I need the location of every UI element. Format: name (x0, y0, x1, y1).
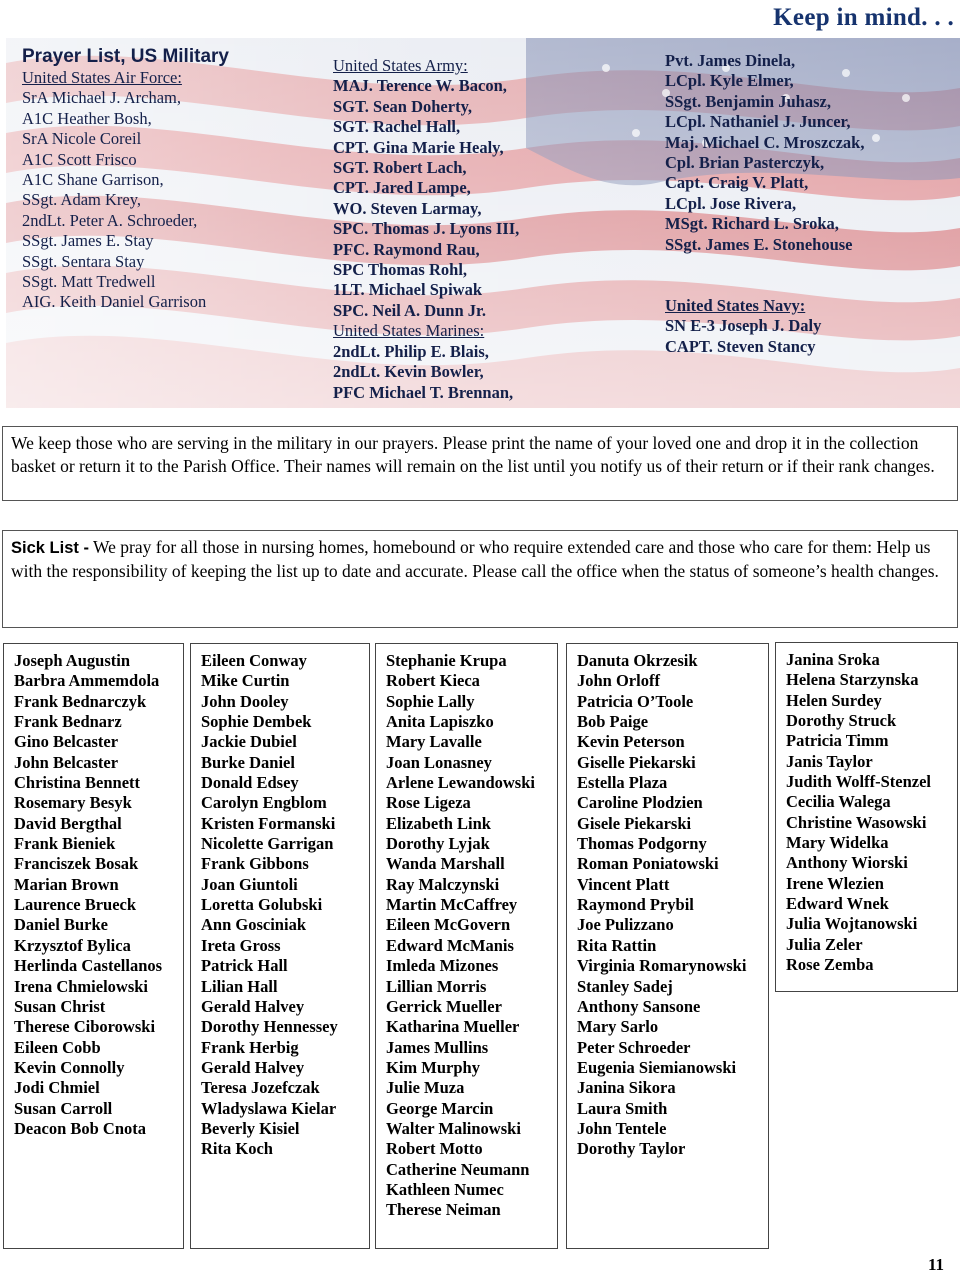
sick-list-name: David Bergthal (14, 813, 122, 833)
sick-list-name: Gisele Piekarski (577, 813, 692, 833)
sick-list-name: Beverly Kisiel (201, 1118, 300, 1138)
service-member-name: SN E-3 Joseph J. Daly (665, 316, 822, 336)
sick-list-name: Therese Neiman (386, 1200, 501, 1220)
sick-list-name: Raymond Prybil (577, 895, 694, 915)
service-member-name: CPT. Gina Marie Healy, (333, 137, 504, 157)
service-member-name: SPC. Neil A. Dunn Jr. (333, 300, 486, 320)
sick-list-name: Wanda Marshall (386, 854, 505, 874)
sick-list-name: Lilian Hall (201, 976, 278, 996)
sick-list-name: Mary Widelka (786, 833, 889, 853)
sick-list-name: Patricia O’Toole (577, 691, 694, 711)
sick-list-name: Julia Wojtanowski (786, 914, 918, 934)
sick-list-name: Thomas Podgorny (577, 834, 707, 854)
service-member-name: MAJ. Terence W. Bacon, (333, 76, 507, 96)
sick-list-name: Giselle Piekarski (577, 752, 696, 772)
sick-list-name: Eileen McGovern (386, 915, 511, 935)
service-member-name: PFC. Raymond Rau, (333, 239, 480, 259)
keep-in-mind-title: Keep in mind. . . (773, 4, 954, 31)
sick-list-name: Nicolette Garrigan (201, 834, 334, 854)
service-member-name: Capt. Craig V. Platt, (665, 173, 809, 193)
sick-list-name: Rose Ligeza (386, 793, 471, 813)
sick-list-name: Imleda Mizones (386, 956, 499, 976)
service-member-name: SPC. Thomas J. Lyons III, (333, 219, 520, 239)
sick-list-name: Christina Bennett (14, 773, 141, 793)
sick-list-name: Janina Sroka (786, 650, 880, 669)
sick-list-name: Frank Herbig (201, 1037, 299, 1057)
branch-heading-marines: United States Marines: (333, 321, 485, 341)
service-member-name: A1C Scott Frisco (22, 149, 137, 169)
sick-list-name: John Belcaster (14, 752, 119, 772)
marines-navy-column (665, 51, 864, 357)
sick-list-name: Virginia Romarynowski (577, 956, 747, 976)
sick-list-name: Irene Wlezien (786, 873, 884, 893)
sick-list-column-4 (566, 643, 769, 1249)
sick-list-name: Irena Chmielowski (14, 976, 148, 996)
sick-list-name: Dorothy Lyjak (386, 834, 490, 854)
sick-list-name: Katharina Mueller (386, 1017, 520, 1037)
sick-list-name: Marian Brown (14, 874, 119, 894)
sick-list-column-3 (375, 643, 558, 1249)
sick-list-name: Ireta Gross (201, 935, 281, 955)
sick-list-name: Daniel Burke (14, 915, 108, 935)
sick-list-name: Anthony Sansone (577, 996, 701, 1016)
service-member-name: MSgt. Richard L. Sroka, (665, 214, 839, 234)
sick-list-name: Helena Starzynska (786, 670, 919, 690)
sick-list-name: Lillian Morris (386, 976, 487, 996)
sick-list-name: Herlinda Castellanos (14, 956, 163, 976)
sick-list-name: Robert Motto (386, 1139, 483, 1159)
service-member-name: 1LT. Michael Spiwak (333, 280, 482, 300)
sick-list-name: Joe Pulizzano (577, 915, 674, 935)
sick-list-name: Walter Malinowski (386, 1118, 521, 1138)
service-member-name: Cpl. Brian Pasterczyk, (665, 153, 825, 173)
service-member-name: CAPT. Steven Stancy (665, 336, 816, 356)
sick-list-name: Stephanie Krupa (386, 651, 507, 670)
sick-list-name: Rose Zemba (786, 955, 874, 975)
sick-list-name: Joan Lonasney (386, 752, 492, 772)
service-member-name: Maj. Michael C. Mroszczak, (665, 132, 865, 152)
sick-list-name: Elizabeth Link (386, 813, 491, 833)
service-member-name: SrA Michael J. Archam, (22, 88, 182, 108)
service-member-name: SSgt. Adam Krey, (22, 190, 142, 210)
sick-list-name: Jackie Dubiel (201, 732, 297, 752)
sick-list-name: Caroline Plodzien (577, 793, 703, 813)
sick-list-name: Gerrick Mueller (386, 996, 502, 1016)
sick-list-name: Patricia Timm (786, 731, 889, 751)
service-member-name: 2ndLt. Philip E. Blais, (333, 341, 489, 361)
sick-list-name: Gerald Halvey (201, 996, 305, 1016)
sick-list-name: Frank Gibbons (201, 854, 309, 874)
sick-list-name: Susan Christ (14, 996, 106, 1016)
service-member-name: PFC Michael T. Brennan, (333, 382, 514, 402)
sick-list-name: Edward McManis (386, 935, 514, 955)
service-member-name: SSgt. Sentara Stay (22, 251, 145, 271)
service-member-name: SGT. Sean Doherty, (333, 96, 473, 116)
service-member-name: SSgt. Benjamin Juhasz, (665, 91, 831, 111)
sick-list-name: Therese Ciborowski (14, 1017, 156, 1037)
sick-list-name: Ann Gosciniak (201, 915, 306, 935)
sick-list-name: George Marcin (386, 1098, 494, 1118)
sick-list-name: Robert Kieca (386, 671, 480, 691)
sick-list-name: Barbra Ammemdola (14, 671, 160, 691)
sick-list-name: Wladyslawa Kielar (201, 1098, 337, 1118)
sick-list-name: Kevin Connolly (14, 1057, 125, 1077)
service-member-name: SSgt. Matt Tredwell (22, 272, 156, 292)
sick-list-text: We pray for all those in nursing homes, homebound or who require extended care and those who care for them: Help us with the responsibility of keeping the list up to date and accurate. Please call the office when the status of someone’s health changes. (11, 537, 939, 581)
sick-list-name: Eileen Cobb (14, 1037, 101, 1057)
air-force-column (22, 46, 229, 313)
service-member-name: SrA Nicole Coreil (22, 129, 142, 149)
sick-list-name: Joseph Augustin (14, 651, 131, 670)
sick-list-name: Anthony Wiorski (786, 853, 908, 873)
service-member-name: SGT. Rachel Hall, (333, 117, 461, 137)
sick-list-name: Ray Malczynski (386, 874, 500, 894)
sick-list-name: Loretta Golubski (201, 895, 323, 915)
sick-list-name: John Tentele (577, 1118, 667, 1138)
sick-list-name: Frank Bieniek (14, 834, 116, 854)
branch-heading-navy: United States Navy: (665, 295, 806, 315)
page-number: 11 (927, 1255, 944, 1274)
prayer-list-heading: Prayer List, US Military (22, 46, 229, 67)
sick-list-note (2, 530, 958, 628)
branch-heading-army: United States Army: (333, 56, 468, 75)
sick-list-column-5 (775, 642, 958, 992)
sick-list-name: Sophie Lally (386, 691, 475, 711)
sick-list-name: Mike Curtin (201, 671, 290, 691)
sick-list-name: Deacon Bob Cnota (14, 1118, 147, 1138)
sick-list-name: Vincent Platt (577, 874, 670, 894)
service-member-name: WO. Steven Larmay, (333, 198, 482, 218)
sick-list-name: Frank Bednarz (14, 712, 122, 732)
sick-list-name: Gino Belcaster (14, 732, 119, 752)
sick-list-name: Laurence Brueck (14, 895, 137, 915)
sick-list-name: Krzysztof Bylica (14, 935, 131, 955)
service-member-name: CPT. Jared Lampe, (333, 178, 471, 198)
sick-list-name: Bob Paige (577, 712, 649, 732)
sick-list-name: Danuta Okrzesik (577, 651, 698, 670)
military-prayer-note: We keep those who are serving in the military in our prayers. Please print the name of your loved one and drop it in the collection basket or return it to the Parish Office. Their names will remain on the list until you notify us of their return or if their rank changes. (2, 426, 958, 501)
service-member-name: SGT. Robert Lach, (333, 158, 467, 178)
sick-list-name: Mary Lavalle (386, 732, 482, 752)
sick-list-column-2 (190, 643, 370, 1249)
sick-list-name: Frank Bednarczyk (14, 691, 147, 711)
sick-list-name: Kristen Formanski (201, 813, 336, 833)
service-member-name: A1C Heather Bosh, (22, 108, 152, 128)
sick-list-name: Susan Carroll (14, 1098, 113, 1118)
service-member-name: Pvt. James Dinela, (665, 51, 796, 70)
sick-list-name: Peter Schroeder (577, 1037, 691, 1057)
sick-list-name: Janis Taylor (786, 751, 873, 771)
sick-list-name: Cecilia Walega (786, 792, 891, 812)
sick-list-name: Dorothy Hennessey (201, 1017, 338, 1037)
army-marines-column (333, 56, 519, 403)
sick-list-name: Anita Lapiszko (386, 712, 494, 732)
service-member-name: SPC Thomas Rohl, (333, 260, 468, 280)
sick-list-name: Kim Murphy (386, 1057, 480, 1077)
service-member-name: 2ndLt. Kevin Bowler, (333, 362, 484, 382)
service-member-name: 2ndLt. Peter A. Schroeder, (22, 210, 198, 230)
sick-list-name: Eileen Conway (201, 651, 307, 670)
column-spacer (665, 275, 864, 295)
sick-list-name: Judith Wolff-Stenzel (786, 772, 931, 792)
sick-list-name: Julie Muza (386, 1078, 465, 1098)
sick-list-name: Kathleen Numec (386, 1179, 504, 1199)
sick-list-name: Jodi Chmiel (14, 1078, 100, 1098)
sick-list-name: Burke Daniel (201, 752, 295, 772)
sick-list-name: Christine Wasowski (786, 812, 927, 832)
sick-list-name: Dorothy Taylor (577, 1139, 686, 1159)
sick-list-name: Sophie Dembek (201, 712, 312, 732)
sick-list-name: Edward Wnek (786, 894, 889, 914)
service-member-name: SSgt. James E. Stay (22, 231, 154, 251)
sick-list-name: Martin McCaffrey (386, 895, 518, 915)
service-member-name: AIG. Keith Daniel Garrison (22, 292, 207, 312)
service-member-name: LCpl. Kyle Elmer, (665, 71, 794, 91)
sick-list-name: Teresa Jozefczak (201, 1078, 320, 1098)
sick-list-name: Carolyn Engblom (201, 793, 327, 813)
sick-list-name: Dorothy Struck (786, 711, 897, 731)
sick-list-label: Sick List - (11, 539, 89, 557)
sick-list-name: Julia Zeler (786, 934, 863, 954)
sick-list-name: Roman Poniatowski (577, 854, 719, 874)
sick-list-name: Stanley Sadej (577, 976, 673, 996)
sick-list-name: Patrick Hall (201, 956, 288, 976)
service-member-name: SSgt. James E. Stonehouse (665, 234, 853, 254)
sick-list-name: Janina Sikora (577, 1078, 676, 1098)
sick-list-name: Joan Giuntoli (201, 874, 298, 894)
sick-list-name: Kevin Peterson (577, 732, 685, 752)
sick-list-name: John Dooley (201, 691, 289, 711)
sick-list-name: Rita Rattin (577, 935, 657, 955)
sick-list-name: Rita Koch (201, 1139, 273, 1159)
sick-list-name: Rosemary Besyk (14, 793, 132, 813)
sick-list-name: Donald Edsey (201, 773, 299, 793)
sick-list-name: Catherine Neumann (386, 1159, 530, 1179)
sick-list-name: John Orloff (577, 671, 660, 691)
sick-list-name: Helen Surdey (786, 690, 882, 710)
sick-list-name: Mary Sarlo (577, 1017, 659, 1037)
sick-list-name: Franciszek Bosak (14, 854, 139, 874)
sick-list-name: Eugenia Siemianowski (577, 1057, 737, 1077)
sick-list-name: James Mullins (386, 1037, 489, 1057)
sick-list-column-1 (3, 643, 184, 1249)
branch-heading-air-force: United States Air Force: (22, 68, 182, 87)
sick-list-name: Estella Plaza (577, 773, 668, 793)
column-spacer (665, 255, 864, 275)
sick-list-name: Arlene Lewandowski (386, 773, 535, 793)
service-member-name: LCpl. Jose Rivera, (665, 193, 797, 213)
service-member-name: A1C Shane Garrison, (22, 170, 164, 190)
service-member-name: LCpl. Nathaniel J. Juncer, (665, 112, 851, 132)
sick-list-name: Laura Smith (577, 1098, 668, 1118)
sick-list-name: Gerald Halvey (201, 1057, 305, 1077)
